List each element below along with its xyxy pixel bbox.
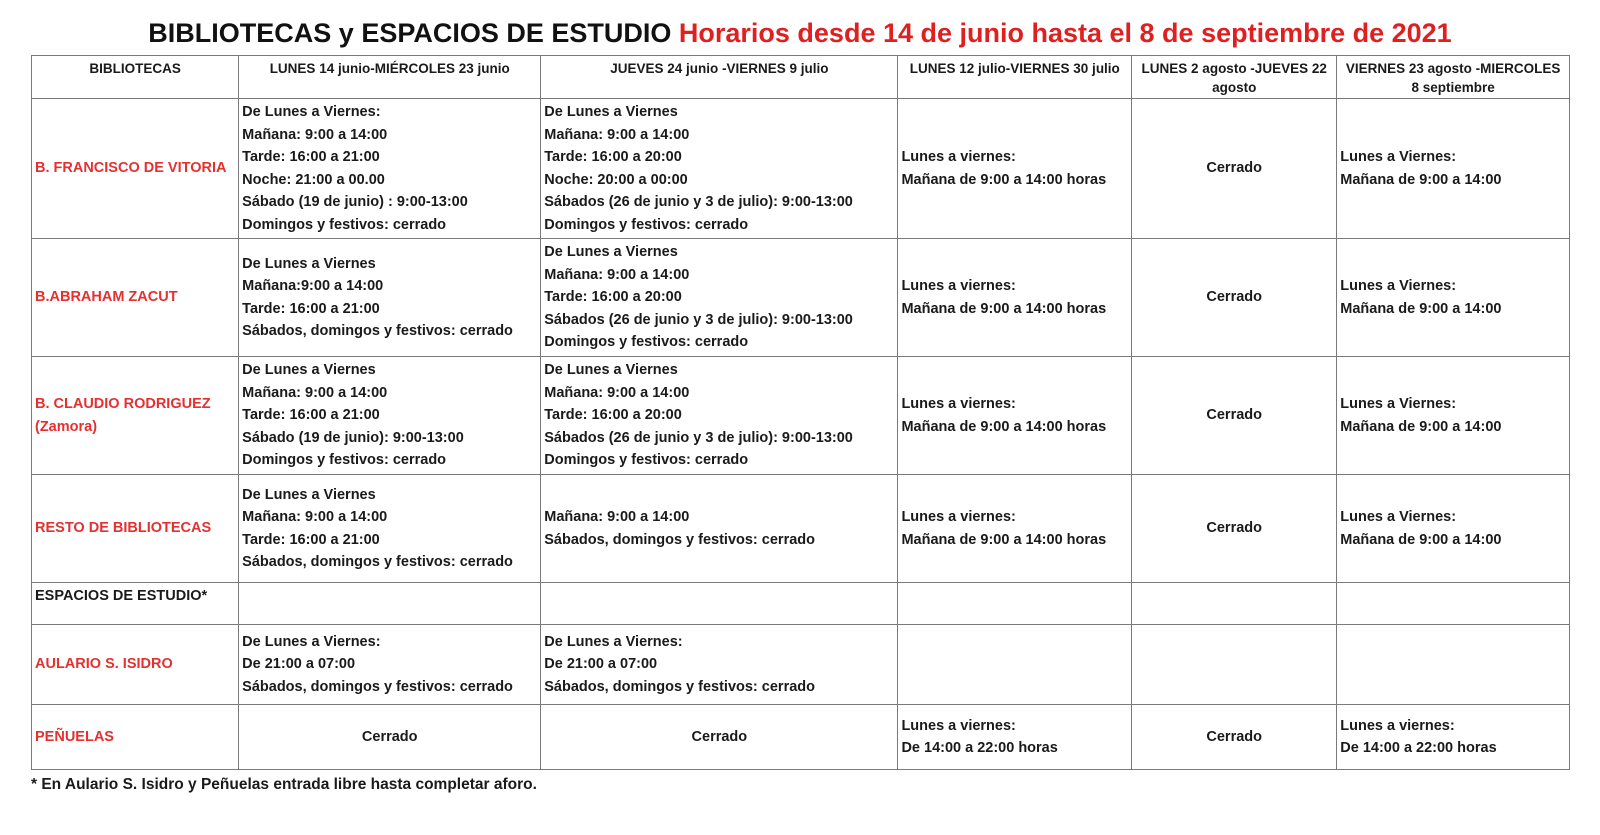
schedule-cell [898,99,1132,239]
schedule-cell [898,475,1132,583]
section-row [32,583,1570,625]
schedule-line: De 14:00 a 22:00 horas [901,740,1058,756]
schedule-line: Mañana: 9:00 a 14:00 [242,384,388,401]
schedule-line: De Lunes a Viernes: [242,633,381,650]
table-row [32,475,1570,583]
schedule-cell [541,625,898,705]
schedule-line: Mañana: 9:00 a 14:00 [544,509,690,525]
schedule-cell [898,357,1132,475]
schedule-line: Domingos y festivos: cerrado [242,216,447,233]
column-header-period-2: JUEVES 24 junio -VIERNES 9 julio [541,56,898,99]
schedule-cell [541,475,898,583]
closed-cell: Cerrado [1132,475,1337,583]
schedule-line: De Lunes a Viernes [242,486,376,503]
schedule-line: Domingos y festivos: cerrado [242,452,447,469]
column-header-period-1: LUNES 14 junio-MIÉRCOLES 23 junio [239,56,541,99]
closed-cell: Cerrado [239,705,541,770]
schedule-line: Mañana de 9:00 a 14:00 horas [901,531,1107,548]
schedule-line: Mañana de 9:00 a 14:00 [1340,171,1502,188]
schedule-line: Sábados, domingos y festivos: cerrado [242,678,513,695]
schedule-line: Mañana:9:00 a 14:00 [242,278,384,294]
schedule-line: De Lunes a Viernes [544,104,678,120]
schedule-cell [1337,475,1570,583]
empty-cell [1337,625,1570,705]
schedule-line: Lunes a Viernes: [1340,509,1457,525]
table-row [32,239,1570,357]
schedule-line: Sábados, domingos y festivos: cerrado [242,554,513,570]
schedule-line: De 21:00 a 07:00 [544,656,658,673]
study-space-name: PEÑUELAS [32,705,239,770]
closed-cell: Cerrado [541,705,898,770]
schedule-line: De Lunes a Viernes [544,244,678,261]
schedule-line: Mañana: 9:00 a 14:00 [242,126,388,143]
schedule-line: Lunes a viernes: [1340,717,1455,734]
schedule-line: De 14:00 a 22:00 horas [1340,740,1497,756]
library-name: B. FRANCISCO DE VITORIA [32,99,239,239]
schedule-cell [239,475,541,583]
schedule-cell [239,99,541,239]
schedule-line: Sábado (19 de junio) : 9:00-13:00 [242,194,468,210]
schedule-line: Lunes a Viernes: [1340,278,1457,294]
schedule-line: Tarde: 16:00 a 21:00 [242,300,380,317]
schedule-line: De Lunes a Viernes [242,362,376,379]
page-title [0,18,1600,49]
schedule-cell [239,625,541,705]
empty-cell [1337,583,1570,625]
schedule-line: Mañana: 9:00 a 14:00 [544,126,690,143]
schedule-line: Mañana de 9:00 a 14:00 [1340,531,1502,548]
column-header-period-3: LUNES 12 julio-VIERNES 30 julio [898,56,1132,99]
schedule-line: Lunes a viernes: [901,717,1016,734]
schedule-line: De Lunes a Viernes [242,255,376,272]
schedule-cell [541,357,898,475]
title-highlight: Horarios desde 14 de junio hasta el 8 de septiembre de 2021 [678,18,1452,48]
schedule-line: Noche: 20:00 a 00:00 [544,171,688,188]
schedule-line: De Lunes a Viernes: [544,633,683,650]
schedule-line: Mañana de 9:00 a 14:00 horas [901,418,1107,435]
schedule-line: Sábados, domingos y festivos: cerrado [544,531,815,548]
closed-cell: Cerrado [1132,99,1337,239]
empty-cell [898,625,1132,705]
schedule-line: Tarde: 16:00 a 21:00 [242,149,380,165]
column-header-period-5: VIERNES 23 agosto -MIERCOLES 8 septiembre [1337,56,1570,99]
schedule-cell [1337,705,1570,770]
schedule-cell [1337,99,1570,239]
table-row [32,357,1570,475]
schedule-line: Mañana: 9:00 a 14:00 [242,509,388,525]
schedule-line: Sábado (19 de junio): 9:00-13:00 [242,429,464,446]
closed-cell: Cerrado [1132,705,1337,770]
empty-cell [541,583,898,625]
schedule-line: Tarde: 16:00 a 21:00 [242,531,380,548]
library-name: B.ABRAHAM ZACUT [32,239,239,357]
schedule-line: Lunes a viernes: [901,396,1016,412]
library-name-line: B. CLAUDIO RODRIGUEZ [35,396,211,412]
schedule-cell [898,705,1132,770]
column-header-bibliotecas: BIBLIOTECAS [32,56,239,99]
title-main: BIBLIOTECAS y ESPACIOS DE ESTUDIO [148,18,672,48]
schedule-line: Sábados (26 de junio y 3 de julio): 9:00-13:00 [544,194,853,210]
schedule-line: Tarde: 16:00 a 21:00 [242,407,380,424]
schedule-line: Lunes a Viernes: [1340,149,1457,165]
table-row [32,705,1570,770]
schedule-cell [541,239,898,357]
library-name: RESTO DE BIBLIOTECAS [32,475,239,583]
schedule-line: Sábados, domingos y festivos: cerrado [544,678,815,695]
empty-cell [898,583,1132,625]
schedule-line: Noche: 21:00 a 00.00 [242,171,385,188]
closed-cell: Cerrado [1132,357,1337,475]
schedule-cell [1337,239,1570,357]
library-name-line: (Zamora) [35,418,98,435]
schedule-line: Sábados (26 de junio y 3 de julio): 9:00-13:00 [544,311,853,328]
schedule-line: Mañana de 9:00 a 14:00 [1340,418,1502,435]
schedule-line: Mañana: 9:00 a 14:00 [544,266,690,283]
schedule-line: Tarde: 16:00 a 20:00 [544,407,682,424]
schedule-line: Domingos y festivos: cerrado [544,216,749,233]
column-header-period-4: LUNES 2 agosto -JUEVES 22 agosto [1132,56,1337,99]
table-row [32,625,1570,705]
schedule-cell [541,99,898,239]
schedule-line: Domingos y festivos: cerrado [544,334,749,351]
schedule-line: Tarde: 16:00 a 20:00 [544,149,682,165]
schedule-line: Lunes a viernes: [901,149,1016,165]
schedule-line: Tarde: 16:00 a 20:00 [544,289,682,306]
schedule-line: De Lunes a Viernes [544,362,678,379]
schedule-line: Mañana: 9:00 a 14:00 [544,384,690,401]
table-row [32,99,1570,239]
study-space-name: AULARIO S. ISIDRO [32,625,239,705]
section-title: ESPACIOS DE ESTUDIO* [32,583,239,625]
library-name [32,357,239,475]
schedule-cell [1337,357,1570,475]
empty-cell [1132,625,1337,705]
schedule-line: Lunes a viernes: [901,509,1016,525]
footnote: * En Aulario S. Isidro y Peñuelas entrada libre hasta completar aforo. [31,776,537,793]
schedule-line: Lunes a Viernes: [1340,396,1457,412]
closed-cell: Cerrado [1132,239,1337,357]
schedule-line: De 21:00 a 07:00 [242,656,356,673]
schedule-line: Lunes a viernes: [901,278,1016,294]
schedule-line: Mañana de 9:00 a 14:00 [1340,300,1502,317]
schedule-line: Mañana de 9:00 a 14:00 horas [901,171,1107,188]
schedule-line: Domingos y festivos: cerrado [544,452,749,469]
schedule-cell [898,239,1132,357]
schedule-table [31,55,1570,770]
empty-cell [239,583,541,625]
schedule-line: De Lunes a Viernes: [242,104,381,120]
schedule-line: Sábados, domingos y festivos: cerrado [242,323,513,339]
schedule-cell [239,357,541,475]
header-row [32,56,1570,99]
schedule-line: Mañana de 9:00 a 14:00 horas [901,300,1107,317]
empty-cell [1132,583,1337,625]
schedule-cell [239,239,541,357]
schedule-line: Sábados (26 de junio y 3 de julio): 9:00-13:00 [544,429,853,446]
